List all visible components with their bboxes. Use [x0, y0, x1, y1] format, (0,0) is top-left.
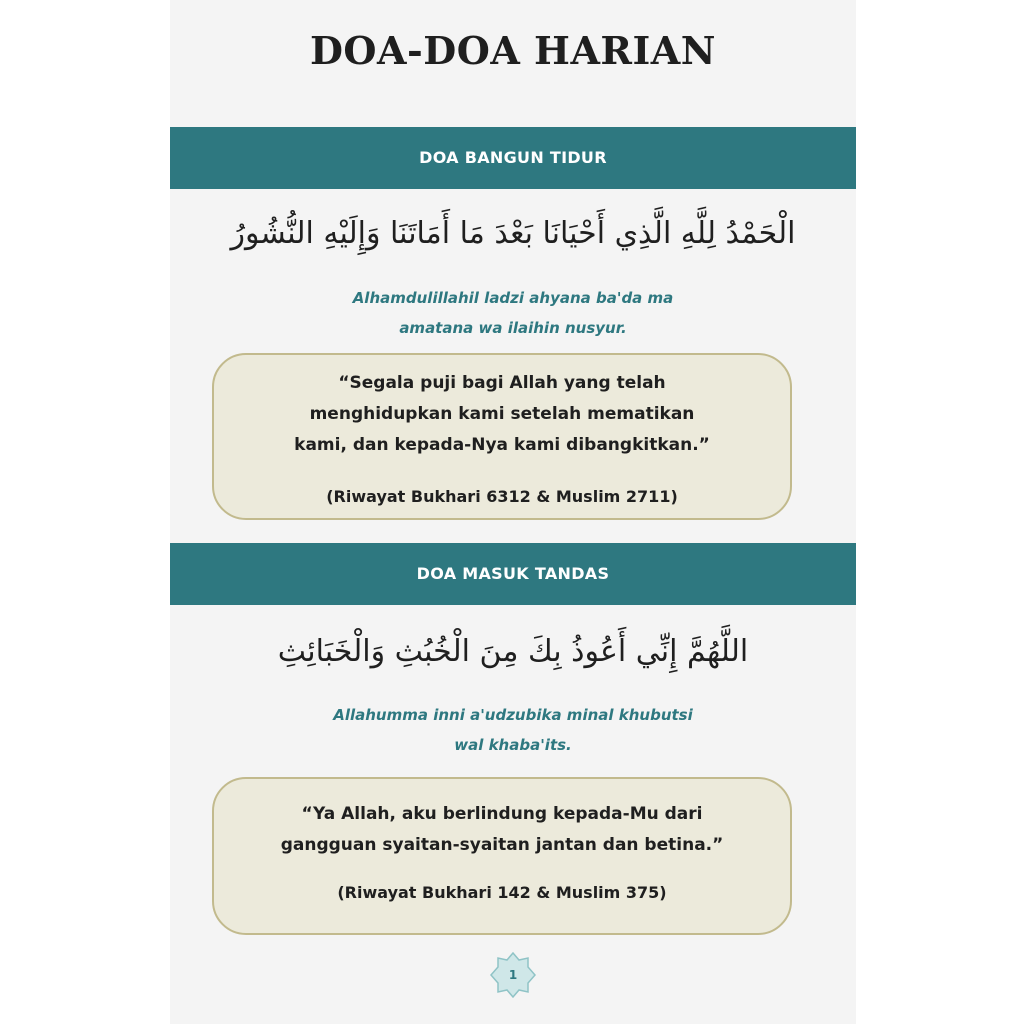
- section-header-doa-masuk-tandas: DOA MASUK TANDAS: [170, 543, 856, 605]
- meaning-line: “Segala puji bagi Allah yang telah: [338, 373, 666, 393]
- meaning-line: “Ya Allah, aku berlindung kepada-Mu dari: [301, 804, 703, 824]
- transliteration-masuk-tandas: [230, 700, 796, 760]
- arabic-text-bangun-tidur: الْحَمْدُ لِلَّهِ الَّذِي أَحْيَانَا بَعْدَ مَا أَمَاتَنَا وَإِلَيْهِ النُّشُورُ: [230, 216, 796, 251]
- transliteration-line: wal khaba'its.: [454, 736, 572, 754]
- page-number: 1: [508, 968, 518, 982]
- meaning-card-masuk-tandas: [212, 777, 792, 935]
- hadith-source: (Riwayat Bukhari 6312 & Muslim 2711): [326, 487, 678, 506]
- page-title: DOA-DOA HARIAN: [309, 28, 717, 73]
- meaning-line: gangguan syaitan-syaitan jantan dan betina.”: [280, 835, 724, 855]
- transliteration-line: Allahumma inni a'udzubika minal khubutsi: [333, 706, 693, 724]
- transliteration-line: amatana wa ilaihin nusyur.: [399, 319, 627, 337]
- arabic-text-masuk-tandas: اللَّهُمَّ إِنِّي أَعُوذُ بِكَ مِنَ الْخُبُثِ وَالْخَبَائِثِ: [277, 634, 749, 669]
- transliteration-line: Alhamdulillahil ladzi ahyana ba'da ma: [352, 289, 674, 307]
- hadith-source: (Riwayat Bukhari 142 & Muslim 375): [337, 883, 667, 902]
- page-number-badge: [490, 952, 536, 998]
- transliteration-bangun-tidur: [230, 283, 796, 343]
- section-header-doa-bangun-tidur: DOA BANGUN TIDUR: [170, 127, 856, 189]
- meaning-card-bangun-tidur: [212, 353, 792, 520]
- booklet-page: [170, 0, 856, 1024]
- meaning-line: menghidupkan kami setelah mematikan: [309, 404, 695, 424]
- meaning-line: kami, dan kepada-Nya kami dibangkitkan.”: [294, 435, 710, 455]
